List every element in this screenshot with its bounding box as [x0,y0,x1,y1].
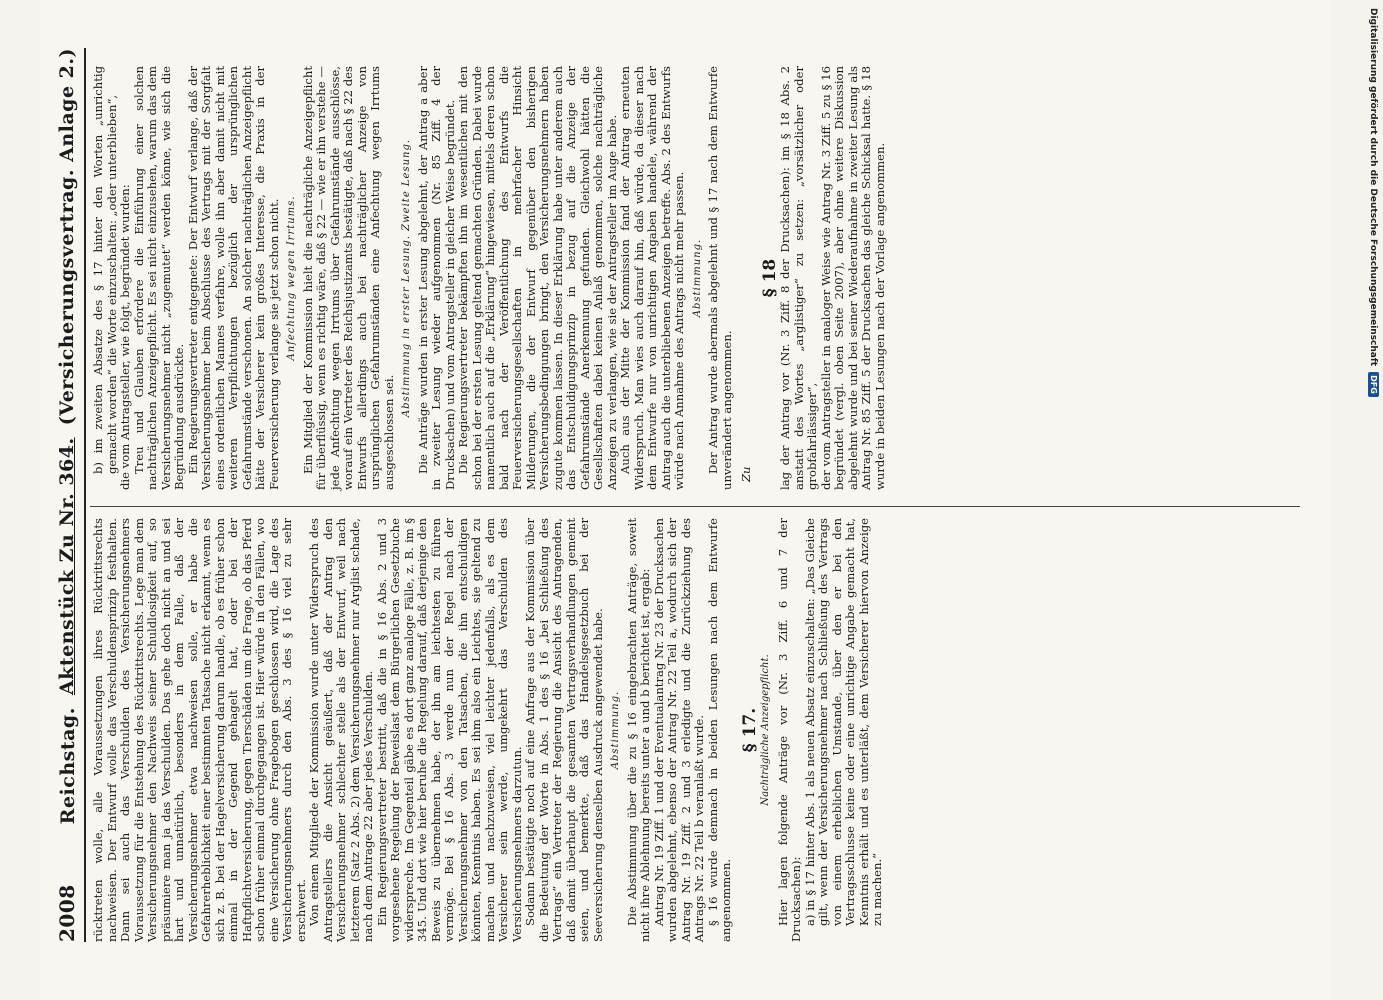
header-aktenstueck: Aktenstück Zu Nr. 364. [56,437,78,696]
page-header [50,48,86,942]
header-anlage: (Versicherungsvertrag. Anlage 2.) [56,48,78,426]
caption-lesung: Abstimmung in erster Lesung. Zweite Lesung. [401,138,412,418]
credit-line [1368,8,1379,968]
paragraph: a) in § 17 hinter Abs. 1 als neuen Absatz einzuschalten: „Das Gleiche gilt, wenn der Versicherungsnehmer nach Schließung des Vertrags von einem erheblichen Umstande, über den er bei den Vertragsschlusse keine oder eine unrichtige Angabe gemacht hat, Kenntnis erhält und es unterläßt, dem Versicherer hiervon Anzeige zu machen.“ [802,518,884,926]
paragraph: lag der Antrag vor (Nr. 3 Ziff. 8 der Drucksachen): im § 18 Abs. 2 anstatt des Wortes „arglistiger“ zu setzen: „vorsätzlicher oder grobfahrlässiger“, [778,66,819,490]
caption-abstimmung: Abstimmung. [691,238,703,318]
paragraph: § 16 wurde demnach in beiden Lesungen nach dem Entwurfe angenommen. [705,518,733,942]
paragraph: rücktreten wolle, alle Voraussetzungen ihres Rücktrittsrechts nachweisen. Der Entwurf wolle das Verschuldensprinzip festhalten. Dann sei auch das Verschulden des Versicherungsnehmers Voraussetzung für die Entstehung des Rücktrittsrechts. Lege man dem Versicherungsnehmer den Nachweis seiner Schuldlosigkeit auf, so präsumiere man ja das Verschulden. Das gehe doch nicht an und sei hart und unnatürlich, besonders in dem Falle, daß der Versicherungsnehmer etwa nachweisen solle, er habe die Gefahrerheblichkeit einer bestimmten Tatsache nicht erkannt, wenn es sich z. B. bei der Hagelversicherung darum handle, ob es früher schon einmal in der Gegend gehagelt hat, oder bei der Haftpflichtversicherung, gegen Tierschäden um die Frage, ob das Pferd schon früher einmal durchgegangen ist. Hier würde in den Fällen, wo eine Versicherung ohne Fragebogen geschlossen wird, die Lage des Versicherungsnehmers durch den Abs. 3 des § 16 viel zu sehr erschwert. [91,518,308,942]
left-column [92,518,885,942]
paragraph: Die Anträge wurden in erster Lesung abgelehnt, der Antrag a aber in zweiter Lesung wieder aufgenommen (Nr. 85 Ziff. 4 der Drucksachen) und vom Antragsteller in gleicher Weise begründet. [415,66,457,490]
paragraph: Der Antrag wurde abermals abgelehnt und § 17 nach dem Entwurfe unverändert angenommen. [706,66,734,490]
header-reichstag: Reichstag. [57,707,79,825]
paragraph: Ein Regierungsvertreter entgegnete: Der Entwurf verlange, daß der Versicherungsnehmer beim Abschlusse des Vertrags mit der Sorgfalt eines ordentlichen Mannes verfahre, wolle ihn aber damit nicht mit weiteren Verpflichtungen bezüglich der ursprünglichen Gefahrumstände verschonen. An solcher nachträglichen Anzeigepflicht hätte der Versicherer kein großes Interesse, die Praxis in der Feuerversicherung verlange sie jetzt schon nicht. [185,66,281,490]
caption-anfechtung: Anfechtung wegen Irrtums. [286,195,297,361]
paragraph: Ein Regierungsvertreter bestritt, daß die in § 16 Abs. 2 und 3 vorgesehene Regelung der Beweislast dem Bürgerlichen Gesetzbuche widerspreche. Im Gegenteil gäbe es dort ganz analoge Fälle, z. B. im § 345. Und dort wie hier beruhe die Regelung darauf, daß derjenige den Beweis zu übernehmen habe, der ihn am leichtesten zu führen vermöge. Bei § 16 Abs. 3 werde nun der Regel nach der Versicherungsnehmer von den Tatsachen, die ihn entschuldigen könnten, Kenntnis haben. Es sei ihm also ein Leichtes, sie geltend zu machen und nachzuweisen, viel leichter jedenfalls, als es dem Versicherer sein werde, umgekehrt das Verschulden des Versicherungsnehmers darzutun. [374,518,524,942]
paragraph: Sodann bestätigte noch auf eine Anfrage aus der Kommission über die Bedeutung der Worte in Abs. 1 des § 16 „bei Schließung des Vertrags“ ein Vertreter der Regierung die Ansicht des Antragenden, daß damit überhaupt die gesamten Vertragsverhandlungen gemeint seien, und bemerkte, daß das Handelsgesetzbuch bei der Seeversicherung denselben Ausdruck angewendet habe. [523,518,605,942]
paragraph: Ein Mitglied der Kommission hielt die nachträgliche Anzeigepflicht für überflüssig, wenn es richtig wäre, daß § 22 — wie er ihn verstehe — jede Anfechtung wegen Irrtums über Gefahrumstände ausschlösse, worauf ein Vertreter des Reichsjustizamts bestätigte, daß nach § 22 des Entwurfs allerdings auch bei nachträglicher Anzeige von ursprünglichen Gefahrumständen eine Anfechtung wegen Irrtums ausgeschlossen sei. [300,66,396,490]
right-column [92,66,887,490]
paragraph: Die Abstimmung über die zu § 16 eingebrachten Anträge, soweit nicht ihre Ablehnung bereits unter a und b berichtet ist, ergab: [624,518,652,942]
paragraph: der vom Antragsteller in analoger Weise wie Antrag Nr. 3 Ziff. 5 zu § 16 begründet (vergl. oben Seite 2007), aber ohne weitere Diskussion abgelehnt wurde und bei seiner Wiederaufnahme in zweiter Lesung als Antrag Nr. 85 Ziff. 5 der Drucksachen das gleiche Schicksal hatte. § 18 wurde in beiden Lesungen nach der Vorlage angenommen. [818,66,887,490]
section-heading-18: § 18 [759,258,780,298]
paragraph: Hier lagen folgende Anträge vor (Nr. 3 Ziff. 6 und 7 der Drucksachen): [775,518,803,942]
paragraph: Die Regierungsvertreter bekämpften ihn im wesentlichen mit den schon bei der ersten Lesung geltend gemachten Gründen. Dabei wurde namentlich auch auf die „Erklärung“ hingewiesen, mittels deren schon bald nach der Veröffentlichung des Entwurfs die Feuerversicherungsgesellschaften in mehrfacher Hinsicht Milderungen, die der Entwurf gegenüber den bisherigen Versicherungsbedingungen bringt, den Versicherungsnehmern haben zugute kommen lassen. In dieser Erklärung habe unter anderem auch das Entschuldigungsprinzip in bezug auf die Anzeige der Gefahrumstände Anerkennung gefunden. Gleichwohl hätten die Gesellschaften dabei keinen Anlaß genommen, solche nachträgliche Anzeigen zu verlangen, wie sie der Antragsteller im Auge habe. [456,66,619,490]
zu-label: Zu [739,466,753,482]
dfg-logo-icon: DFG [1368,372,1379,397]
paragraph: Treu und Glauben erfordere die Einführung einer solchen nachträglichen Anzeigepflicht. Es sei nicht einzusehen, warum das dem Versicherungsnehmer nicht „zugemutet“ werden könne, wie sich die Begründung ausdrückte. [131,66,186,490]
paragraph: Antrag Nr. 19 Ziff. 1 und der Eventualantrag Nr. 23 der Drucksachen wurden abgelehnt, ebenso der Antrag Nr. 22 Teil a, wodurch sich der Antrag Nr. 19 Ziff. 2 und 3 erledigte und die Zurückziehung des Antrags Nr. 22 Teil b veranlaßt wurde. [651,518,706,942]
page-number: 2008 [55,884,79,942]
section-caption-17: Nachträgliche Anzeigepflicht. [760,654,771,806]
section-heading-17: § 17. [739,707,760,753]
paragraph: die vom Antragsteller, wie folgt, begründet wurden: [118,184,132,490]
paragraph: Von einem Mitgliede der Kommission wurde unter Widerspruch des Antragstellers die Ansicht geäußert, daß der Antrag den Versicherungsnehmer schlechter stelle als der Entwurf, weil nach letzterem (Satz 2 Abs. 2) dem Versicherungsnehmer nur Arglist schade, nach dem Antrage 22 aber jedes Verschulden. [307,518,375,942]
credit-text: Digitalisierung gefördert durch die Deutsche Forschungsgemeinschaft [1368,8,1379,367]
paragraph: b) im zweiten Absatze des § 17 hinter den Worten „unrichtig gemacht worden“ die Worte einzuschalten: „oder unterblieben“, [91,66,119,474]
column-divider [90,506,1300,507]
paragraph: Auch aus der Mitte der Kommission fand der Antrag erneuten Widerspruch. Man wies auch darauf hin, daß würde, da dieser nach dem Entwurfe nur von unrichtigen Angaben handele, während der Antrag auch die unterbliebenen Anzeigen betreffe. Abs. 2 des Entwurfs würde nach Annahme des Antrags nicht mehr passen. [618,66,686,490]
caption-abstimmung: Abstimmung. [610,690,621,770]
digitization-credit [1365,8,1379,993]
scanned-page [40,0,1330,1000]
header-left-group [55,707,79,942]
